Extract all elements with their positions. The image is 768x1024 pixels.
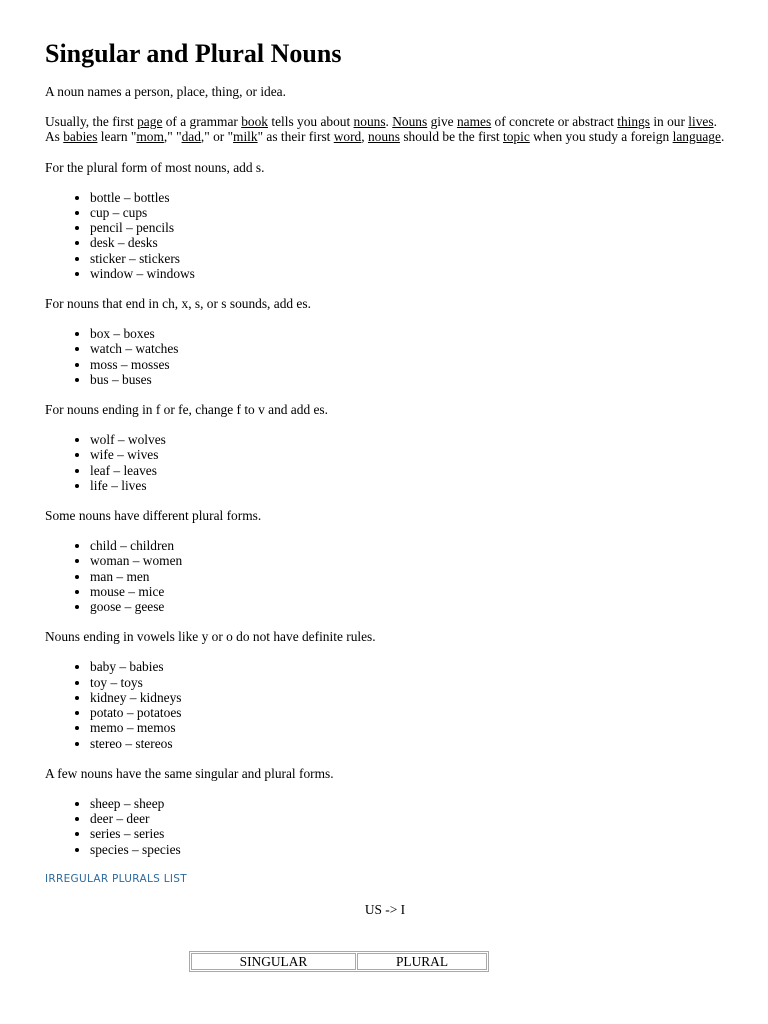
list-item: • man – men — [90, 569, 725, 584]
list-item: • species – species — [90, 842, 725, 857]
underlined-word[interactable]: names — [456, 114, 492, 130]
underlined-word[interactable]: mom — [136, 129, 164, 145]
plural-table — [189, 951, 489, 972]
list-item: • life – lives — [90, 478, 725, 493]
paragraph-text: . As — [45, 114, 717, 145]
intro-paragraph: A noun names a person, place, thing, or idea. — [45, 84, 286, 99]
list-item: • sticker – stickers — [90, 251, 725, 266]
example-list — [45, 190, 725, 281]
paragraph-text: " as their first — [257, 129, 334, 145]
list-item: • leaf – leaves — [90, 463, 725, 478]
paragraph-text: of concrete or abstract — [491, 114, 618, 130]
paragraph-text: , — [361, 129, 368, 145]
list-item: • toy – toys — [90, 675, 725, 690]
table-heading: US -> I — [364, 901, 406, 917]
document-page — [45, 38, 725, 926]
list-item: • stereo – stereos — [90, 736, 725, 751]
list-item: • cup – cups — [90, 205, 725, 220]
underlined-word[interactable]: nouns — [353, 114, 386, 130]
list-item: • goose – geese — [90, 599, 725, 614]
singular-header: SINGULAR — [191, 953, 356, 970]
list-item: • watch – watches — [90, 341, 725, 356]
list-item: • moss – mosses — [90, 357, 725, 372]
underlined-word[interactable]: nouns — [367, 129, 400, 145]
example-list — [45, 538, 725, 614]
list-item: • memo – memos — [90, 720, 725, 735]
list-item: • desk – desks — [90, 235, 725, 250]
paragraph-text: tells you about — [268, 114, 354, 130]
underlined-word[interactable]: page — [137, 114, 163, 130]
underlined-word[interactable]: things — [617, 114, 650, 130]
rule-paragraph: For the plural form of most nouns, add s. — [45, 159, 265, 175]
rule-paragraph: Nouns ending in vowels like y or o do not have definite rules. — [45, 629, 376, 645]
example-list — [45, 326, 725, 387]
list-item: • series – series — [90, 826, 725, 841]
page-title: Singular and Plural Nouns — [45, 39, 342, 68]
underlined-word[interactable]: language — [672, 129, 721, 145]
list-item: • mouse – mice — [90, 584, 725, 599]
underlined-word[interactable]: topic — [503, 129, 530, 145]
list-item: • child – children — [90, 538, 725, 553]
list-item: • wolf – wolves — [90, 432, 725, 447]
rule-paragraph: For nouns ending in f or fe, change f to v and add es. — [45, 402, 328, 418]
list-item: • woman – women — [90, 553, 725, 568]
paragraph-text: . — [385, 114, 393, 130]
underlined-word[interactable]: dad — [181, 129, 201, 145]
underlined-word[interactable]: babies — [63, 129, 98, 145]
underlined-word[interactable]: Nouns — [392, 114, 428, 130]
list-item: • bus – buses — [90, 372, 725, 387]
irregular-plurals-link[interactable]: IRREGULAR PLURALS LIST — [45, 872, 187, 885]
list-item: • wife – wives — [90, 447, 725, 462]
list-item: • deer – deer — [90, 811, 725, 826]
list-item: • bottle – bottles — [90, 190, 725, 205]
underlined-word[interactable]: word — [333, 129, 362, 145]
example-list — [45, 432, 725, 493]
underlined-word[interactable]: milk — [233, 129, 258, 145]
table-header-row — [191, 953, 487, 970]
underlined-word[interactable]: book — [241, 114, 268, 130]
paragraph-text: . — [720, 129, 725, 145]
list-item: • baby – babies — [90, 659, 725, 674]
rules-container — [45, 160, 725, 857]
plural-header: PLURAL — [357, 953, 487, 970]
paragraph-text: when you study a foreign — [529, 129, 673, 145]
list-item: • pencil – pencils — [90, 220, 725, 235]
list-item: • sheep – sheep — [90, 796, 725, 811]
paragraph-text: learn " — [97, 129, 137, 145]
rule-paragraph: Some nouns have different plural forms. — [45, 508, 262, 524]
paragraph-text: Usually, the first — [45, 114, 138, 130]
paragraph-text: ," or " — [200, 129, 234, 145]
example-list — [45, 659, 725, 750]
paragraph-text: should be the first — [399, 129, 503, 145]
overview-paragraph — [45, 114, 725, 144]
underlined-word[interactable]: lives — [688, 114, 714, 130]
rule-paragraph: For nouns that end in ch, x, s, or s sounds, add es. — [45, 296, 311, 312]
list-item: • potato – potatoes — [90, 705, 725, 720]
example-list — [45, 796, 725, 857]
paragraph-text: give — [427, 114, 457, 130]
rule-paragraph: A few nouns have the same singular and plural forms. — [45, 765, 334, 781]
list-item: • kidney – kidneys — [90, 690, 725, 705]
paragraph-text: in our — [649, 114, 689, 130]
paragraph-text: ," " — [163, 129, 182, 145]
list-item: • window – windows — [90, 266, 725, 281]
list-item: • box – boxes — [90, 326, 725, 341]
paragraph-text: of a grammar — [162, 114, 242, 130]
